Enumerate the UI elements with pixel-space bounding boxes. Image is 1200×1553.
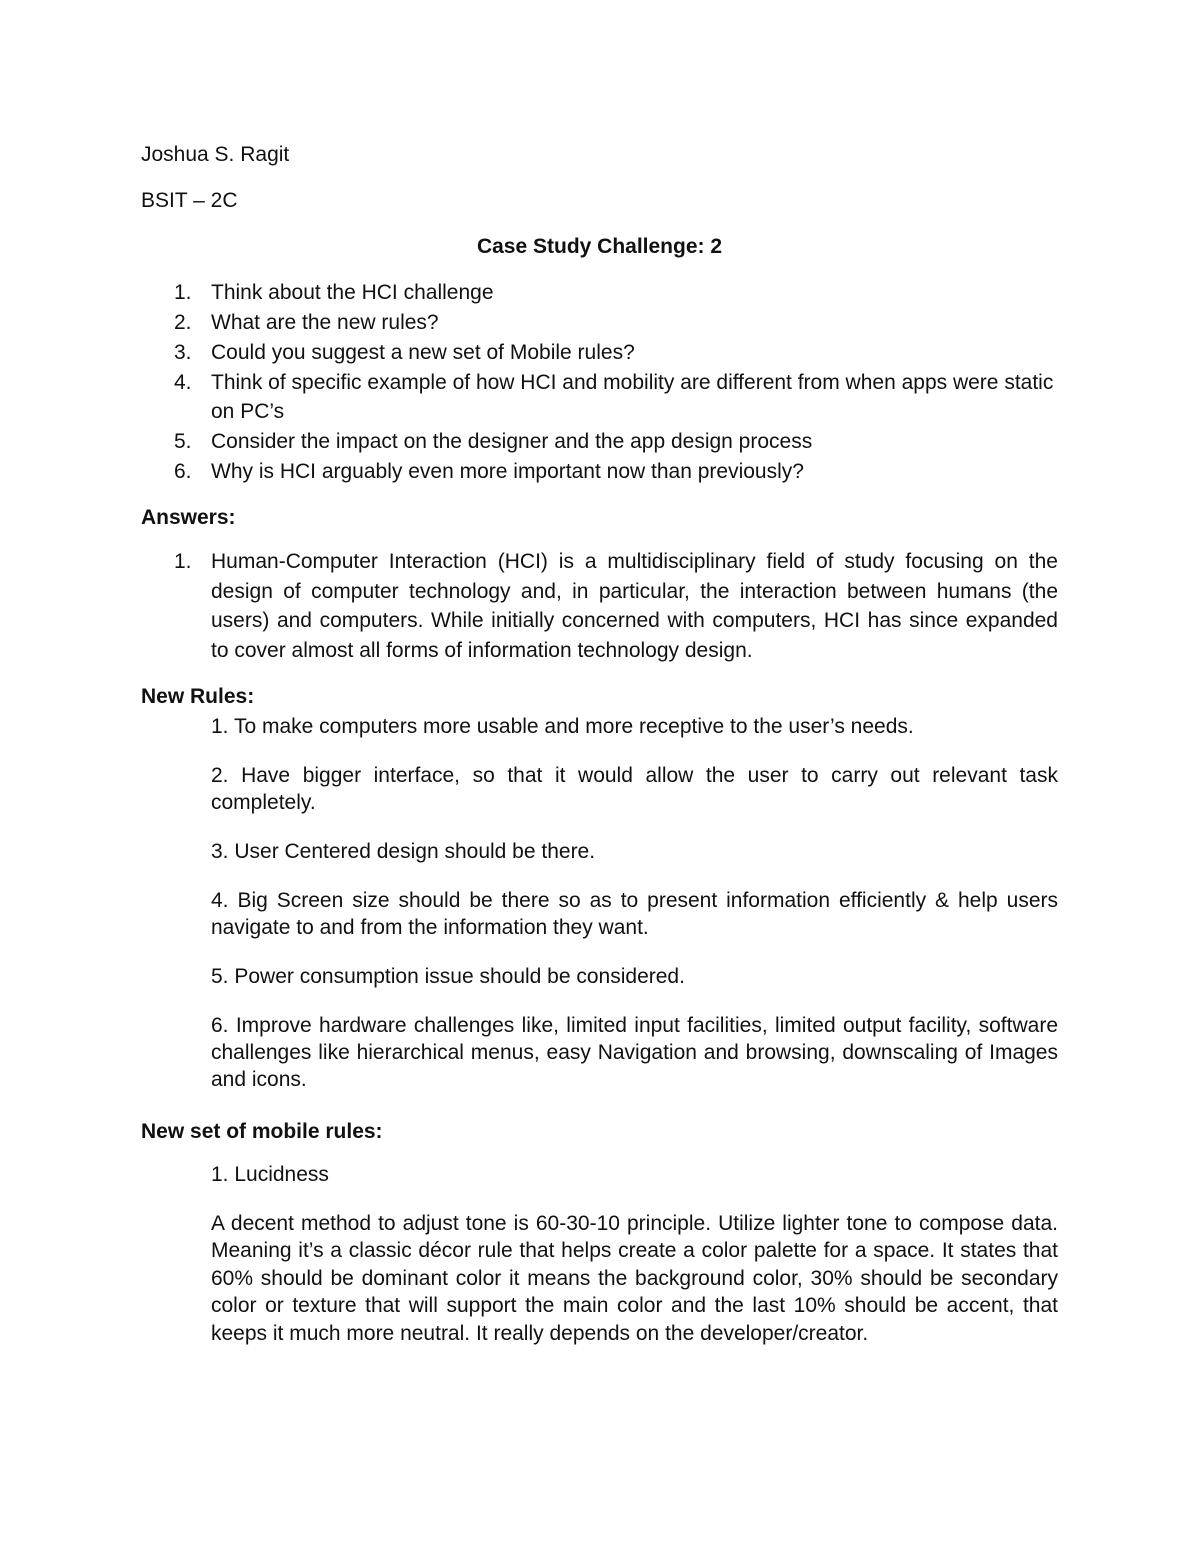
answer-item [141,547,1058,665]
list-number: 1. [174,550,192,573]
new-rule-item: 5. Power consumption issue should be considered. [211,965,685,988]
answer-text: Human-Computer Interaction (HCI) is a multidisciplinary field of study focusing on the design of computer technology and, in particular, the interaction between humans (the users) and computers. While initially concerned with computers, HCI has since expanded to cover almost all forms of information technology design. [211,550,1058,662]
mobile-rule-paragraph: A decent method to adjust tone is 60-30-10 principle. Utilize lighter tone to compose data. Meaning it’s a classic décor rule that helps create a color palette for a space. It states that 60% should be dominant color it means the background color, 30% should be secondary color or texture that will support the main color and the last 10% should be accent, that keeps it much more neutral. It really depends on the developer/creator. [211,1212,1058,1345]
question-text: Think of specific example of how HCI and mobility are different from when apps were static on PC’s [211,371,1054,423]
list-number: 1. [174,281,192,304]
list-item [141,368,1058,426]
new-rule-item: 2. Have bigger interface, so that it would allow the user to carry out relevant task completely. [211,764,1058,814]
list-number: 3. [174,341,192,364]
list-item [141,278,1058,307]
answers-heading: Answers: [141,506,236,529]
author-name: Joshua S. Ragit [141,143,290,166]
list-number: 6. [174,460,192,483]
list-number: 4. [174,371,192,394]
program-section: BSIT – 2C [141,189,238,212]
mobile-rules-heading: New set of mobile rules: [141,1120,383,1143]
question-text: Think about the HCI challenge [211,281,494,304]
list-number: 2. [174,311,192,334]
new-rules-heading: New Rules: [141,685,255,708]
new-rule-item: 3. User Centered design should be there. [211,840,596,863]
question-text: Could you suggest a new set of Mobile rules? [211,341,635,364]
question-list [141,278,1058,486]
list-item [141,457,1058,486]
list-number: 5. [174,430,192,453]
list-item [141,427,1058,456]
new-rule-item: 6. Improve hardware challenges like, limited input facilities, limited output facility, software challenges like hierarchical menus, easy Navigation and browsing, downscaling of Images and icons. [211,1014,1058,1091]
question-text: Consider the impact on the designer and the app design process [211,430,813,453]
question-text: What are the new rules? [211,311,439,334]
mobile-rule-item: 1. Lucidness [211,1163,329,1186]
document-page [141,141,1058,1347]
question-text: Why is HCI arguably even more important now than previously? [211,460,804,483]
document-title: Case Study Challenge: 2 [476,235,723,258]
list-item [141,338,1058,367]
new-rule-item: 4. Big Screen size should be there so as to present information efficiently & help users navigate to and from the information they want. [211,889,1058,939]
new-rule-item: 1. To make computers more usable and more receptive to the user’s needs. [211,715,914,738]
list-item [141,308,1058,337]
